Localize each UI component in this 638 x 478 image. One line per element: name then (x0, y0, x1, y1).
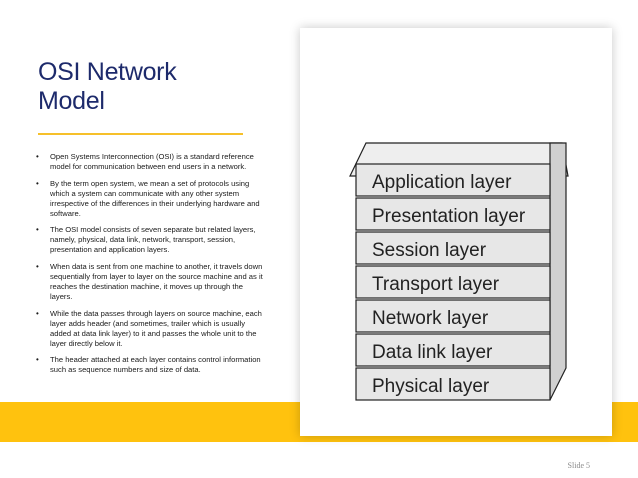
slide-title-line-1: OSI Network (38, 58, 177, 86)
bullet-dot-icon: • (36, 178, 39, 188)
osi-layer-stack-diagram (300, 28, 612, 436)
layer-label: Application layer (372, 172, 512, 193)
bullet-item (34, 152, 264, 172)
bullet-dot-icon: • (36, 225, 39, 235)
slide-number: Slide 5 (567, 461, 590, 470)
layer-presentation (356, 198, 550, 230)
bullet-text: While the data passes through layers on source machine, each layer adds header (and sometimes, trailer which is usually added at data link layer) to it and passes the whole unit to the layer directly below it. (50, 308, 262, 348)
bullet-item (34, 262, 264, 302)
layer-label: Physical layer (372, 376, 490, 397)
bullet-text: By the term open system, we mean a set of protocols using which a system can communicate with any other system irrespective of the differences in their underlying hardware and software. (50, 178, 260, 218)
layer-label: Presentation layer (372, 206, 526, 227)
layer-label: Data link layer (372, 342, 493, 363)
bullet-item (34, 309, 264, 349)
layer-session (356, 232, 550, 264)
layer-application (356, 164, 550, 196)
bullet-dot-icon: • (36, 308, 39, 318)
bullet-dot-icon: • (36, 355, 39, 365)
diagram-card (300, 28, 612, 436)
bullet-dot-icon: • (36, 152, 39, 161)
layer-transport (356, 266, 550, 298)
layer-label: Transport layer (372, 274, 500, 295)
bullet-dot-icon: • (36, 262, 39, 272)
layer-label: Network layer (372, 308, 489, 329)
bullet-text: When data is sent from one machine to another, it travels down sequentially from layer to layer on the source machine and as it reaches the destination machine, it moves up through the layers. (50, 262, 263, 301)
bullet-item (34, 179, 264, 219)
bullet-item (34, 225, 264, 255)
stack-side-face (550, 143, 566, 400)
bullet-text: Open Systems Interconnection (OSI) is a standard reference model for communication between end users in a network. (50, 152, 254, 171)
bullet-text: The OSI model consists of seven separate but related layers, namely, physical, data link, network, transport, session, presentation and application layers. (50, 225, 256, 255)
layer-label: Session layer (372, 240, 487, 261)
bullet-item (34, 355, 264, 375)
slide-title-line-2: Model (38, 87, 105, 115)
bullet-text: The header attached at each layer contains control information such as sequence numbers and size of data. (50, 355, 261, 375)
title-underline (38, 133, 243, 135)
bullet-list (34, 152, 264, 382)
layer-data-link (356, 334, 550, 366)
layer-network (356, 300, 550, 332)
layer-physical (356, 368, 550, 400)
slide-title (38, 58, 278, 116)
